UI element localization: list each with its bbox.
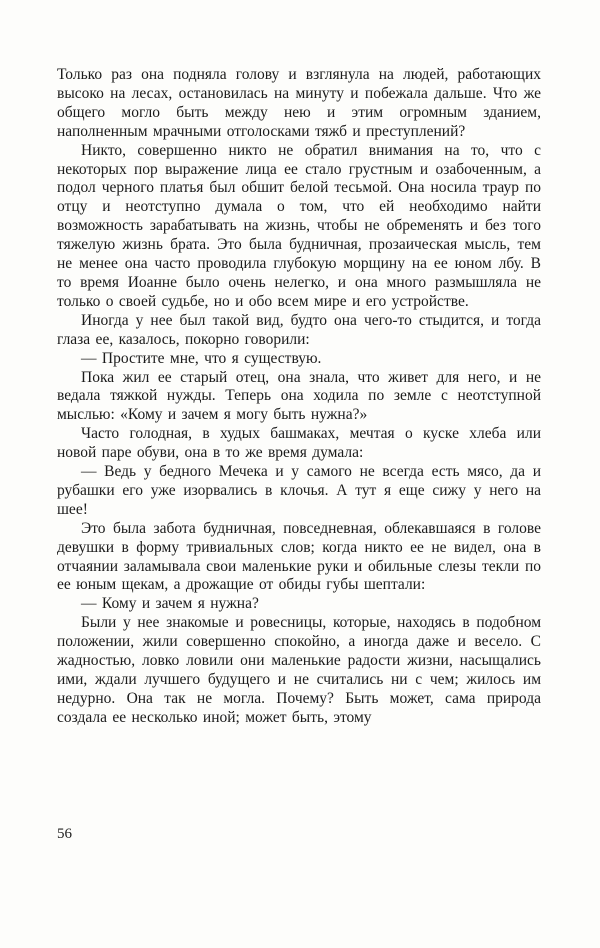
paragraph: Никто, совершенно никто не обратил внимания на то, что с некоторых пор выражение лица ее стало грустным и озабоченным, а подол черного платья был обшит белой тесьмой. Она носила траур по отцу и неотступно думала о том, что ей необходимо найти возможность зарабатывать на жизнь, чтобы не обременять и без того тяжелую жизнь брата. Это была будничная, прозаическая мысль, тем не менее она часто проводила глубокую морщину на ее юном лбу. В то время Иоанне было очень нелегко, и она много размышляла не только о своей судьбе, но и обо всем мире и его устройстве. [57, 141, 541, 310]
page-text [57, 66, 541, 728]
paragraph: Иногда у нее был такой вид, будто она чего-то стыдится, и тогда глаза ее, казалось, покорно говорили: [57, 311, 541, 348]
page-number: 56 [57, 826, 72, 842]
paragraph: — Кому и зачем я нужна? [81, 595, 259, 613]
paragraph: — Простите мне, что я существую. [81, 349, 322, 367]
paragraph: Это была забота будничная, повседневная, облекавшаяся в голове девушки в форму тривиальных слов; когда никто ее не видел, она в отчаянии заламывала свои маленькие руки и обильные слезы текли по ее юным щекам, а дрожащие от обиды губы шептали: [57, 519, 541, 594]
paragraph: Только раз она подняла голову и взглянула на людей, работающих высоко на лесах, остановилась на минуту и побежала дальше. Что же общего могло быть между нею и этим огромным зданием, наполненным мрачными отголосками тяжб и преступлений? [57, 66, 541, 140]
paragraph: Пока жил ее старый отец, она знала, что живет для него, и не ведала тяжкой нужды. Теперь она ходила по земле с неотступной мыслью: «Кому и зачем я могу быть нужна?» [57, 368, 541, 424]
paragraph: — Ведь у бедного Мечека и у самого не всегда есть мясо, да и рубашки его уже изорвались в клочья. А тут я еще сижу у него на шее! [57, 463, 541, 518]
paragraph: Были у нее знакомые и ровесницы, которые, находясь в подобном положении, жили совершенно спокойно, а иногда даже и весело. С жадностью, ловко ловили они маленькие радости жизни, насыщались ими, ждали лучшего будущего и не считались ни с чем; жилось им недурно. Она так не могла. Почему? Быть может, сама природа создала ее несколько иной; может быть, этому [57, 614, 541, 726]
paragraph: Часто голодная, в худых башмаках, мечтая о куске хлеба или новой паре обуви, она в то же время думала: [57, 425, 541, 462]
